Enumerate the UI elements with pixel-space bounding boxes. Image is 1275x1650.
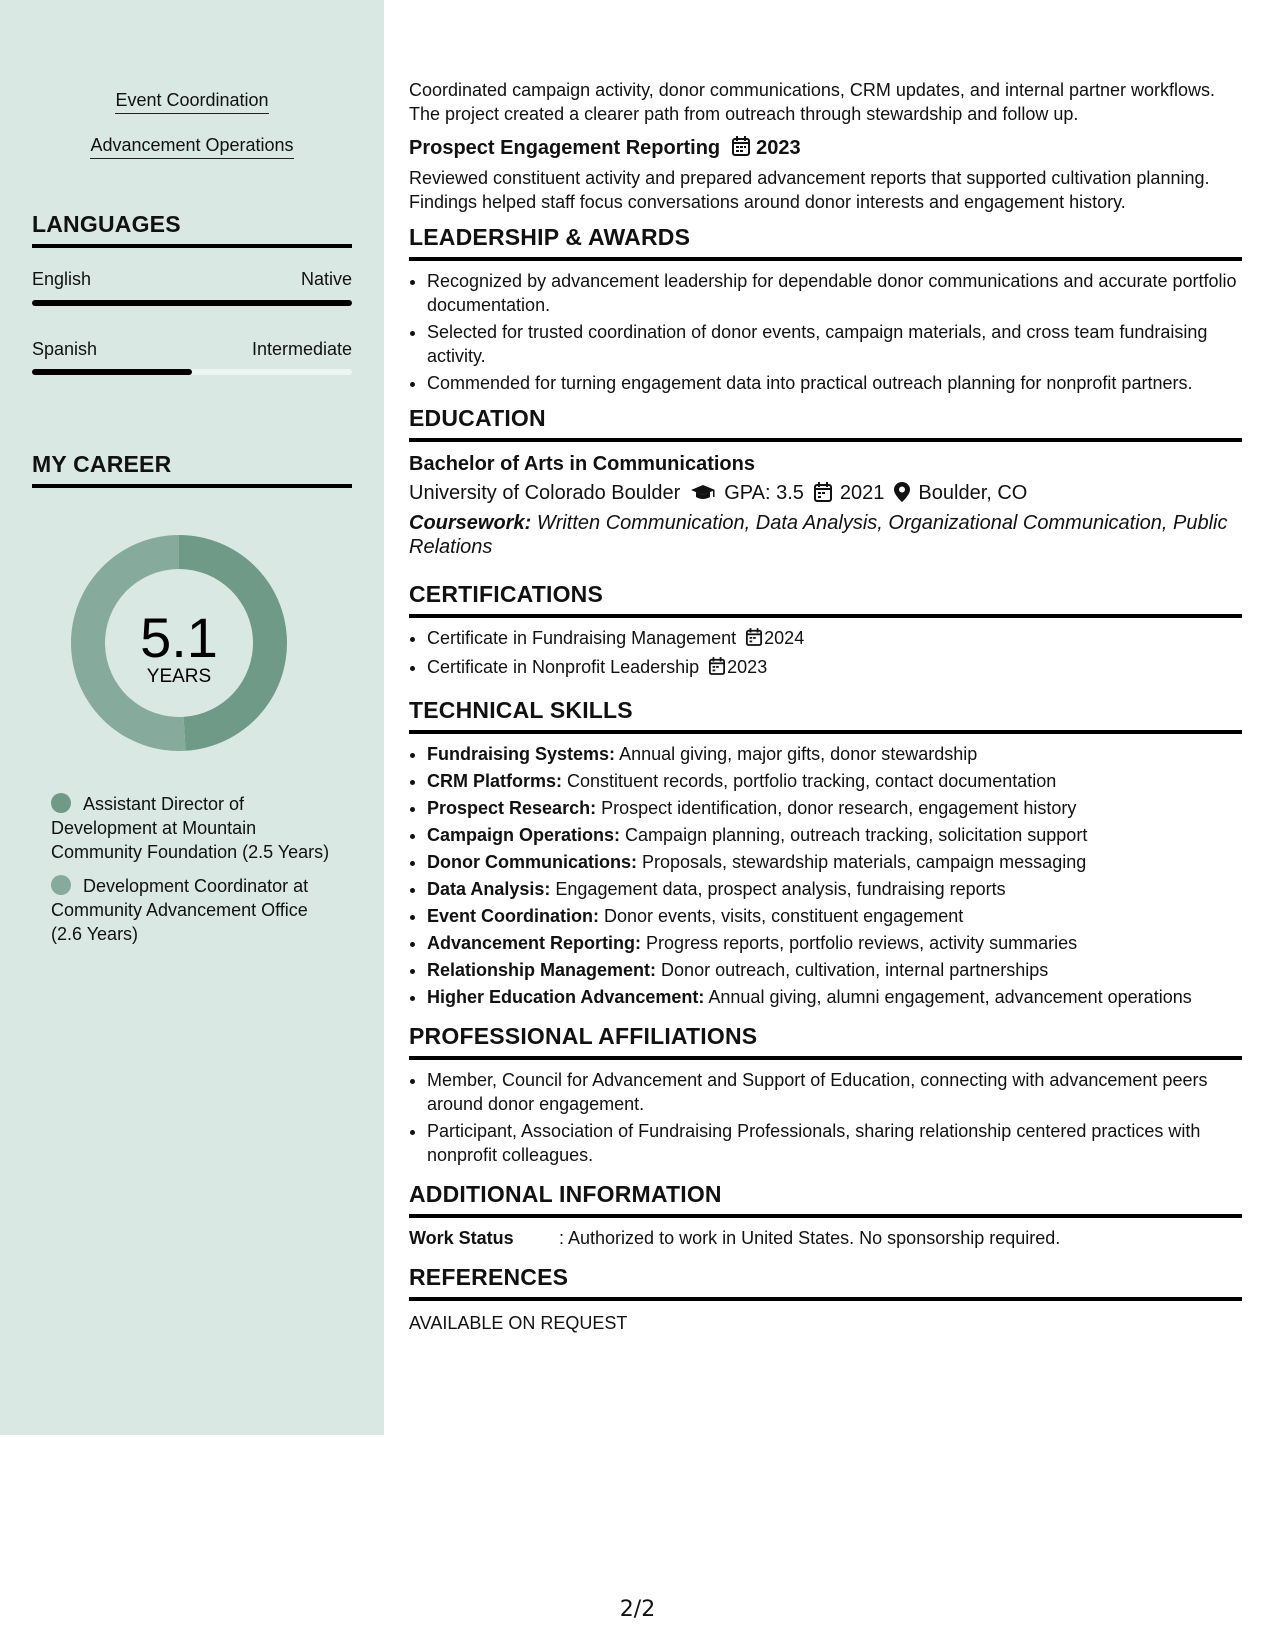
list-item [427,769,1242,793]
list-item [427,985,1242,1009]
language-level: Intermediate [251,339,352,359]
skill-label: Advancement Operations [90,135,293,159]
skill-category: Prospect Research: [427,798,597,818]
skill-detail: Progress reports, portfolio reviews, activity summaries [646,933,1078,953]
list-item: • Commended for turning engagement data into practical outreach planning for nonprofit partners. [427,371,1242,395]
certification-name: Certificate in Fundraising Management [427,628,737,648]
list-item: • Selected for trusted coordination of donor events, campaign materials, and cross team fundraising activity. [427,320,1242,368]
affiliations-list [409,1068,1242,1167]
skill-detail: Engagement data, prospect analysis, fundraising reports [555,879,1006,899]
education-gpa: GPA: 3.5 [724,482,804,504]
certifications-heading: CERTIFICATIONS [409,581,1242,618]
list-item [427,796,1242,820]
technical-skills-list [409,742,1242,1009]
language-proficiency-fill [32,369,192,375]
career-legend-text: Assistant Director of Development at Mountain Community Foundation (2.5 Years) [51,794,330,862]
certifications-list [409,626,1242,681]
list-item: • Participant, Association of Fundraising Professionals, sharing relationship centered practices with nonprofit colleagues. [427,1119,1242,1167]
project-intro-paragraph: Coordinated campaign activity, donor communications, CRM updates, and internal partner workflows. The project created a clearer path from outreach through stewardship and follow up. [409,80,1216,124]
list-item [427,931,1242,955]
career-donut-chart [66,530,292,756]
list-item [427,655,1242,681]
leadership-list [409,269,1242,395]
skill-detail: Annual giving, alumni engagement, advancement operations [708,987,1192,1007]
project-year: 2023 [756,137,801,159]
calendar-icon [732,136,750,164]
education-year: 2021 [839,482,885,504]
location-pin-icon [894,481,910,511]
main-content [409,78,1242,1335]
calendar-icon [709,657,725,681]
career-unit: YEARS [146,666,212,687]
graduation-cap-icon [690,481,716,511]
skill-category: Relationship Management: [427,960,657,980]
career-legend-item [51,874,341,946]
language-row [32,337,352,361]
certification-name: Certificate in Nonprofit Leadership [427,657,700,677]
skill-category: Fundraising Systems: [427,744,616,764]
technical-skills-heading: TECHNICAL SKILLS [409,697,1242,734]
education-meta [409,478,1242,511]
language-level: Native [300,269,352,289]
list-item: • Recognized by advancement leadership for dependable donor communications and accurate portfolio documentation. [427,269,1242,317]
career-total-years: 5.1 [140,606,218,669]
references-heading: REFERENCES [409,1264,1242,1301]
career-legend [51,792,341,956]
skill-item [32,88,352,112]
work-status-row [409,1226,1242,1250]
language-name: Spanish [32,339,98,359]
work-status-value: : Authorized to work in United States. No sponsorship required. [559,1228,1061,1248]
coursework-text: Written Communication, Data Analysis, Organizational Communication, Public Relations [409,512,1228,558]
list-item [427,850,1242,874]
list-item [427,958,1242,982]
skill-category: CRM Platforms: [427,771,563,791]
list-item: • Member, Council for Advancement and Support of Education, connecting with advancement peers around donor engagement. [427,1068,1242,1116]
skill-category: Higher Education Advancement: [427,987,705,1007]
education-heading: EDUCATION [409,405,1242,442]
career-heading: MY CAREER [32,451,352,488]
skill-category: Data Analysis: [427,879,551,899]
skill-category: Event Coordination: [427,906,599,926]
page-number: 2/2 [619,1597,656,1622]
education-location: Boulder, CO [918,482,1028,504]
languages-heading: LANGUAGES [32,211,352,248]
skill-item [32,133,352,157]
skill-detail: Donor outreach, cultivation, internal partnerships [661,960,1049,980]
additional-info-heading: ADDITIONAL INFORMATION [409,1181,1242,1218]
certification-year: 2023 [727,657,768,677]
leadership-heading: LEADERSHIP & AWARDS [409,224,1242,261]
skill-detail: Annual giving, major gifts, donor stewardship [619,744,978,764]
list-item [427,823,1242,847]
work-status-label: Work Status [409,1228,514,1248]
skill-detail: Prospect identification, donor research, engagement history [601,798,1077,818]
language-proficiency-bar [32,369,352,375]
education-school: University of Colorado Boulder [409,482,681,504]
skill-category: Advancement Reporting: [427,933,642,953]
language-row [32,267,352,291]
skill-detail: Donor events, visits, constituent engagement [604,906,964,926]
career-legend-text: Development Coordinator at Community Advancement Office (2.6 Years) [51,876,309,944]
skill-label: Event Coordination [115,90,268,114]
skill-detail: Proposals, stewardship materials, campaign messaging [642,852,1087,872]
list-item [427,877,1242,901]
project-description: Reviewed constituent activity and prepared advancement reports that supported cultivation planning. Findings helped staff focus conversations around donor interests and engagement history. [409,168,1210,212]
affiliations-heading: PROFESSIONAL AFFILIATIONS [409,1023,1242,1060]
sidebar [0,0,384,1435]
career-legend-item [51,792,341,864]
skill-detail: Campaign planning, outreach tracking, solicitation support [625,825,1088,845]
project-name: Prospect Engagement Reporting [409,137,721,159]
skill-detail: Constituent records, portfolio tracking, contact documentation [567,771,1057,791]
legend-dot-icon [51,875,71,895]
list-item [427,904,1242,928]
language-name: English [32,269,92,289]
list-item [427,626,1242,652]
list-item [427,742,1242,766]
language-proficiency-fill [32,300,352,306]
skill-category: Donor Communications: [427,852,637,872]
certification-year: 2024 [764,628,805,648]
references-text: AVAILABLE ON REQUEST [409,1313,628,1333]
skill-category: Campaign Operations: [427,825,621,845]
project-title [409,134,1242,164]
calendar-icon [814,481,832,511]
calendar-icon [746,628,762,652]
education-degree: Bachelor of Arts in Communications [409,453,755,475]
education-coursework [409,511,1242,559]
legend-dot-icon [51,793,71,813]
coursework-label: Coursework: [409,512,532,534]
language-proficiency-bar [32,300,352,306]
